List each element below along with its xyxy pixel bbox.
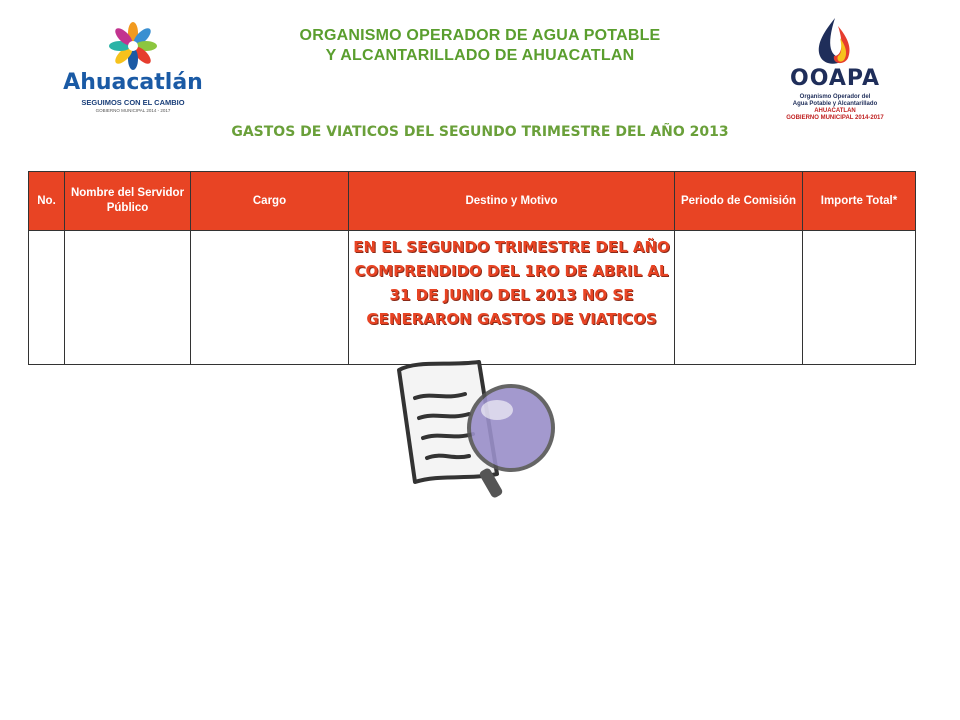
logo-right-line4: GOBIERNO MUNICIPAL 2014-2017 — [786, 115, 884, 121]
table-row — [29, 231, 916, 365]
flower-logo-icon — [58, 20, 208, 70]
document-search-icon — [387, 356, 557, 506]
ooapa-logo — [770, 16, 900, 126]
no-expenses-message: EN EL SEGUNDO TRIMESTRE DEL AÑO COMPRENDIDO DEL 1RO DE ABRIL AL 31 DE JUNIO DEL 2013 NO SE GENERARON GASTOS DE VIATICOS — [353, 238, 670, 328]
logo-left-name: Ahuacatlán — [63, 70, 203, 95]
col-header-cargo: Cargo — [191, 172, 349, 231]
page-title-line2: Y ALCANTARILLADO DE AHUACATLAN — [325, 47, 635, 64]
cell-cargo — [191, 231, 349, 365]
col-header-no: No. — [29, 172, 65, 231]
logo-right-line3: AHUACATLAN — [814, 108, 856, 114]
col-header-importe: Importe Total* — [803, 172, 916, 231]
cell-importe — [803, 231, 916, 365]
cell-no — [29, 231, 65, 365]
cell-destino — [349, 231, 675, 365]
report-subtitle: GASTOS DE VIATICOS DEL SEGUNDO TRIMESTRE DEL AÑO 2013 — [231, 124, 729, 140]
logo-left-slogan: SEGUIMOS CON EL CAMBIO — [81, 98, 185, 107]
logo-right-brand: OOAPA — [790, 66, 880, 91]
cell-periodo — [675, 231, 803, 365]
ahuacatlan-logo — [58, 20, 208, 120]
page-title-line1: ORGANISMO OPERADOR DE AGUA POTABLE — [299, 27, 661, 44]
logo-left-gov: GOBIERNO MUNICIPAL 2014 - 2017 — [95, 108, 171, 113]
page-title — [200, 26, 760, 66]
logo-right-line2: Agua Potable y Alcantarillado — [792, 101, 878, 107]
col-header-destino: Destino y Motivo — [349, 172, 675, 231]
col-header-nombre: Nombre del Servidor Público — [65, 172, 191, 231]
table-header-row — [29, 172, 916, 231]
cell-nombre — [65, 231, 191, 365]
flame-drop-icon — [770, 16, 900, 68]
logo-right-line1: Organismo Operador del — [799, 94, 871, 100]
col-header-periodo: Periodo de Comisión — [675, 172, 803, 231]
viaticos-table — [28, 171, 916, 365]
